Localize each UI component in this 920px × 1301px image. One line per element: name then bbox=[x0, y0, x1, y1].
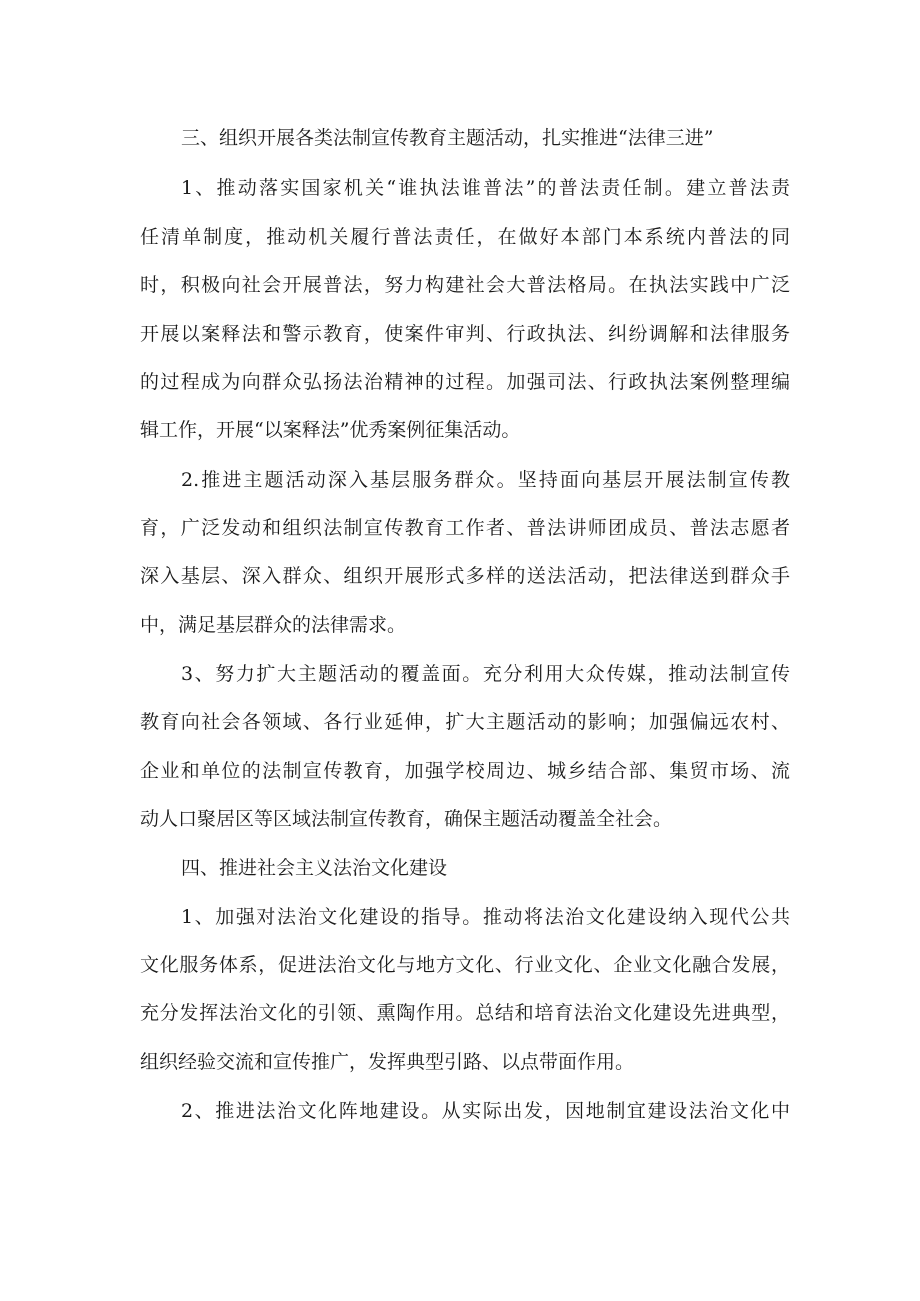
paragraph-line: 教育向社会各领域、各行业延伸，扩大主题活动的影响；加强偏远农村、 bbox=[140, 711, 790, 733]
paragraph-line: 深入基层、深入群众、组织开展形式多样的送法活动，把法律送到群众手 bbox=[140, 565, 790, 587]
paragraph-line: 2、推进法治文化阵地建设。从实际出发，因地制宜建设法治文化中 bbox=[181, 1100, 790, 1122]
paragraph-line: 时，积极向社会开展普法，努力构建社会大普法格局。在执法实践中广泛 bbox=[140, 274, 790, 296]
paragraph-line: 1、加强对法治文化建设的指导。推动将法治文化建设纳入现代公共 bbox=[181, 906, 790, 928]
paragraph-line: 开展以案释法和警示教育，使案件审判、行政执法、纠纷调解和法律服务 bbox=[140, 323, 790, 345]
paragraph-line: 动人口聚居区等区域法制宣传教育，确保主题活动覆盖全社会。 bbox=[140, 808, 673, 830]
section-heading-four: 四、推进社会主义法治文化建设 bbox=[181, 857, 448, 879]
paragraph-line: 育，广泛发动和组织法制宣传教育工作者、普法讲师团成员、普法志愿者 bbox=[140, 517, 790, 539]
paragraph-line: 组织经验交流和宣传推广，发挥典型引路、以点带面作用。 bbox=[140, 1051, 635, 1073]
paragraph-line: 中，满足基层群众的法律需求。 bbox=[140, 614, 407, 636]
paragraph-line: 3、努力扩大主题活动的覆盖面。充分利用大众传媒，推动法制宣传 bbox=[181, 663, 790, 685]
paragraph-line: 企业和单位的法制宣传教育，加强学校周边、城乡结合部、集贸市场、流 bbox=[140, 760, 790, 782]
paragraph-line: 2.推进主题活动深入基层服务群众。坚持面向基层开展法制宣传教 bbox=[181, 469, 790, 491]
section-heading-three: 三、组织开展各类法制宣传教育主题活动，扎实推进“法律三进” bbox=[181, 127, 714, 149]
paragraph-line: 1、推动落实国家机关“谁执法谁普法”的普法责任制。建立普法责 bbox=[181, 177, 790, 199]
paragraph-line: 充分发挥法治文化的引领、熏陶作用。总结和培育法治文化建设先进典型， bbox=[140, 1002, 790, 1024]
paragraph-line: 的过程成为向群众弘扬法治精神的过程。加强司法、行政执法案例整理编 bbox=[140, 371, 790, 393]
paragraph-line: 文化服务体系，促进法治文化与地方文化、行业文化、企业文化融合发展， bbox=[140, 954, 790, 976]
paragraph-line: 任清单制度，推动机关履行普法责任，在做好本部门本系统内普法的同 bbox=[140, 226, 790, 248]
paragraph-line: 辑工作，开展“以案释法”优秀案例征集活动。 bbox=[140, 419, 521, 441]
